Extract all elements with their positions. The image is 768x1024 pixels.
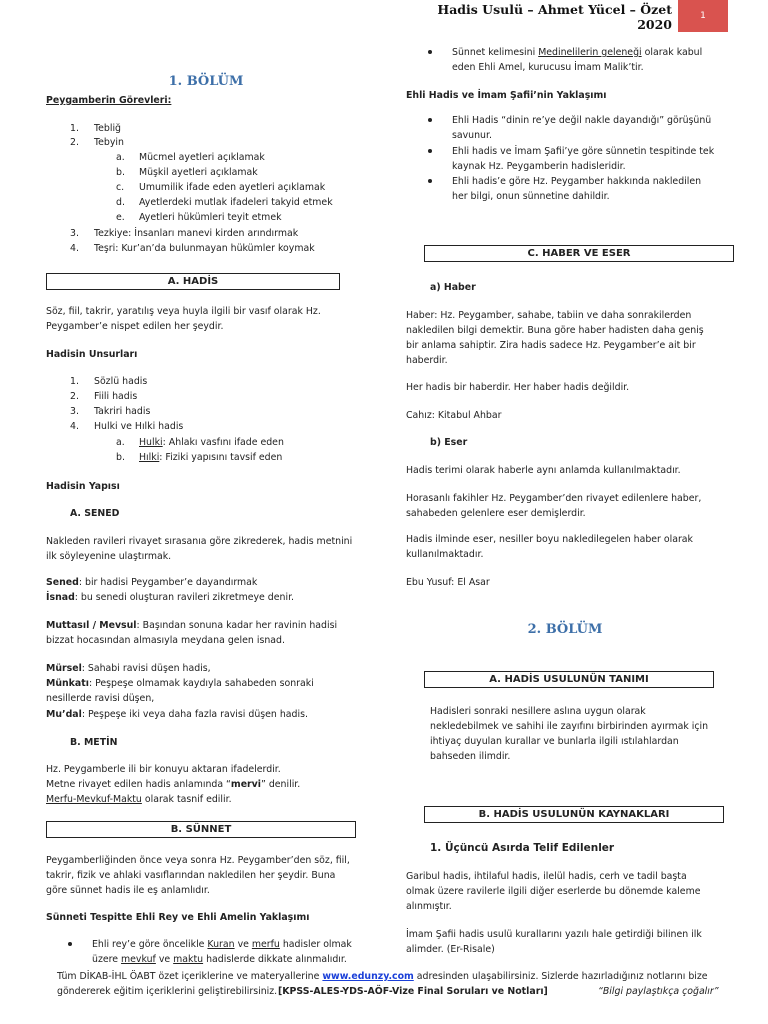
ucuncu-p1-line1: Garibul hadis, ihtilaful hadis, ilelül hadis, cerh ve tadil başta <box>406 871 687 882</box>
ebu-yusuf-line: Ebu Yusuf: El Asar <box>406 577 490 588</box>
duties-heading: Peygamberin Görevleri: <box>46 95 172 106</box>
ucuncu-p1-line2: olmak üzere ravilerle ilgili diğer eserlerde bu dönemde kaleme <box>406 886 701 897</box>
section-box-kaynaklar: B. HADİS USULUNÜN KAYNAKLARI <box>424 806 724 823</box>
eser-p3-line1: Hadis ilminde eser, nesiller boyu nakledilegelen haber olarak <box>406 534 693 545</box>
muttasil-term-line: Muttasıl / Mevsul: Başından sonuna kadar her ravinin hadisi <box>46 620 338 631</box>
munkati-line2: nesillerde ravisi düşen, <box>46 693 155 704</box>
page-number-badge: 1 <box>678 0 728 32</box>
ucuncu-p1-line3: alınmıştır. <box>406 901 452 912</box>
haber-def-line1: Haber: Hz. Peygamber, sahabe, tabiin ve daha sonrakilerden <box>406 310 692 321</box>
metin-line3: Merfu-Mevkuf-Maktu olarak tasnif edilir. <box>46 794 232 805</box>
ucuncu-p2-line1: İmam Şafii hadis usulü kurallarını yazılı hale getirdiği bilinen ilk <box>406 929 702 940</box>
amel-bullet-line1: Sünnet kelimesini Medinelilerin geleneği olarak kabul <box>452 47 703 58</box>
isnad-term-line: İsnad: bu senedi oluşturan ravileri zikretmeye denir. <box>46 592 295 603</box>
haber-line2: Her hadis bir haberdir. Her haber hadis değildir. <box>406 382 630 393</box>
amel-bullet-line2: eden Ehli Amel, kurucusu İmam Malik’tir. <box>452 62 644 73</box>
bullet-icon <box>428 50 432 54</box>
footer-tagline: [KPSS-ALES-YDS-AÖF-Vize Final Soruları ve Notları] <box>278 986 548 997</box>
document-title-line1: Hadis Usulü – Ahmet Yücel – Özet <box>437 2 672 17</box>
sened-definition-line2: ilk söyleyenine ulaştırmak. <box>46 551 172 562</box>
bullet-icon <box>428 179 432 183</box>
yapi-heading: Hadisin Yapısı <box>46 481 120 492</box>
bullet-icon <box>428 118 432 122</box>
footer-line2: göndererek eğitim içeriklerini geliştirebilirsiniz. <box>57 986 278 997</box>
tanim-def-line2: nekledebilmek ve sahihi ile zayıfını birbirinden ayırmak için <box>430 721 709 732</box>
hadis-definition-line2: Peygamber’e nispet edilen her şeydir. <box>46 321 224 332</box>
shafi-bullet-3-line1: Ehli hadis’e göre Hz. Peygamber hakkında nakledilen <box>452 176 702 187</box>
shafi-bullet-2-line1: Ehli hadis ve İmam Şafii’ye göre sünnetin tespitinde tek <box>452 146 715 157</box>
metin-heading: B. METİN <box>70 737 118 748</box>
chapter-1-title: 1. BÖLÜM <box>168 74 244 89</box>
ucuncu-p2-line2: alimder. (Er-Risale) <box>406 944 495 955</box>
website-link[interactable]: www.edunzy.com <box>322 971 414 982</box>
sunnet-definition-line2: takrir, fizik ve ahlaki vasıflarından nakledilen her şeydir. Buna <box>46 870 336 881</box>
section-box-tanim: A. HADİS USULUNÜN TANIMI <box>424 671 714 688</box>
cahiz-line: Cahız: Kitabul Ahbar <box>406 410 502 421</box>
sened-term-line: Sened: bir hadisi Peygamber’e dayandırmak <box>46 577 258 588</box>
hadis-definition-line1: Söz, fiil, takrir, yaratılış veya huyla ilgili bir vasıf olarak Hz. <box>46 306 321 317</box>
eser-heading: b) Eser <box>430 437 468 448</box>
bullet-icon <box>68 942 72 946</box>
tanim-def-line4: bahseden ilimdir. <box>430 751 511 762</box>
footer-quote: “Bilgi paylaştıkça çoğalır” <box>598 986 719 997</box>
eser-p3-line2: kullanılmaktadır. <box>406 549 484 560</box>
shafi-bullet-3-line2: her bilgi, onun sünnetine dahildir. <box>452 191 610 202</box>
page-footer <box>0 969 768 999</box>
haber-heading: a) Haber <box>430 282 476 293</box>
page-header <box>0 0 768 36</box>
rey-bullet-line2: üzere mevkuf ve maktu hadislerde dikkate alınmalıdır. <box>92 954 347 965</box>
haber-def-line4: haberdir. <box>406 355 448 366</box>
chapter-2-title: 2. BÖLÜM <box>527 622 603 637</box>
mudal-term-line: Mu’dal: Peşpeşe iki veya daha fazla ravisi düşen hadis. <box>46 709 308 720</box>
ucuncu-heading: 1. Üçüncü Asırda Telif Edilenler <box>430 842 615 854</box>
section-box-hadis: A. HADİS <box>46 273 340 290</box>
eser-line1: Hadis terimi olarak haberle aynı anlamda kullanılmaktadır. <box>406 465 681 476</box>
muttasil-line2: bizzat hocasından almasıyla meydana gelen isnad. <box>46 635 285 646</box>
rey-heading: Sünneti Tespitte Ehli Rey ve Ehli Amelin Yaklaşımı <box>46 912 310 923</box>
shafi-heading: Ehli Hadis ve İmam Şafii’nin Yaklaşımı <box>406 90 607 101</box>
metin-line1: Hz. Peygamberle ili bir konuyu aktaran ifadelerdir. <box>46 764 281 775</box>
shafi-bullet-1-line2: savunur. <box>452 130 492 141</box>
document-title-line2: 2020 <box>637 17 672 32</box>
sened-definition-line1: Nakleden ravileri rivayet sırasanıa göre zikrederek, hadis metnini <box>46 536 353 547</box>
bullet-icon <box>428 149 432 153</box>
rey-bullet-line1: Ehli rey’e göre öncelikle Kuran ve merfu hadisler olmak <box>92 939 352 950</box>
sunnet-definition-line3: göre sünnet hadis ile eş anlamlıdır. <box>46 885 210 896</box>
mursel-term-line: Mürsel: Sahabi ravisi düşen hadis, <box>46 663 211 674</box>
munkati-term-line: Münkatı: Peşpeşe olmamak kaydıyla sahabeden sonraki <box>46 678 314 689</box>
tanim-def-line1: Hadisleri sonraki nesillere aslına uygun olarak <box>430 706 646 717</box>
section-box-haber-eser: C. HABER VE ESER <box>424 245 734 262</box>
document-title <box>437 2 672 32</box>
sunnet-definition-line1: Peygamberliğinden önce veya sonra Hz. Peygamber’den söz, fiil, <box>46 855 350 866</box>
tanim-def-line3: ihtiyaç duyulan kurallar ve bunlarla ilgili ıstılahlardan <box>430 736 679 747</box>
haber-def-line2: nakledilen bilgi demektir. Buna göre haber hadisten daha geniş <box>406 325 704 336</box>
metin-line2: Metne rivayet edilen hadis anlamında “mervi” denilir. <box>46 779 301 790</box>
shafi-bullet-1-line1: Ehli Hadis “dinin re’ye değil nakle dayandığı” görüşünü <box>452 115 712 126</box>
sened-heading: A. SENED <box>70 508 120 519</box>
section-box-sunnet: B. SÜNNET <box>46 821 356 838</box>
unsurlar-heading: Hadisin Unsurları <box>46 349 138 360</box>
eser-p2-line1: Horasanlı fakihler Hz. Peygamber’den rivayet edilenlere haber, <box>406 493 702 504</box>
eser-p2-line2: sahabeden gelenlere eser demişlerdir. <box>406 508 586 519</box>
haber-def-line3: bir anlama sahiptir. Zira hadis sadece Hz. Peygamber’e ait bir <box>406 340 696 351</box>
shafi-bullet-2-line2: kaynak Hz. Peygamberin hadisleridir. <box>452 161 626 172</box>
footer-line1: Tüm DİKAB-İHL ÖABT özet içeriklerine ve materyallerine www.edunzy.com adresinden ulaşabilirsiniz. Sizlerde hazırladığınız notlarını bize <box>57 971 708 982</box>
